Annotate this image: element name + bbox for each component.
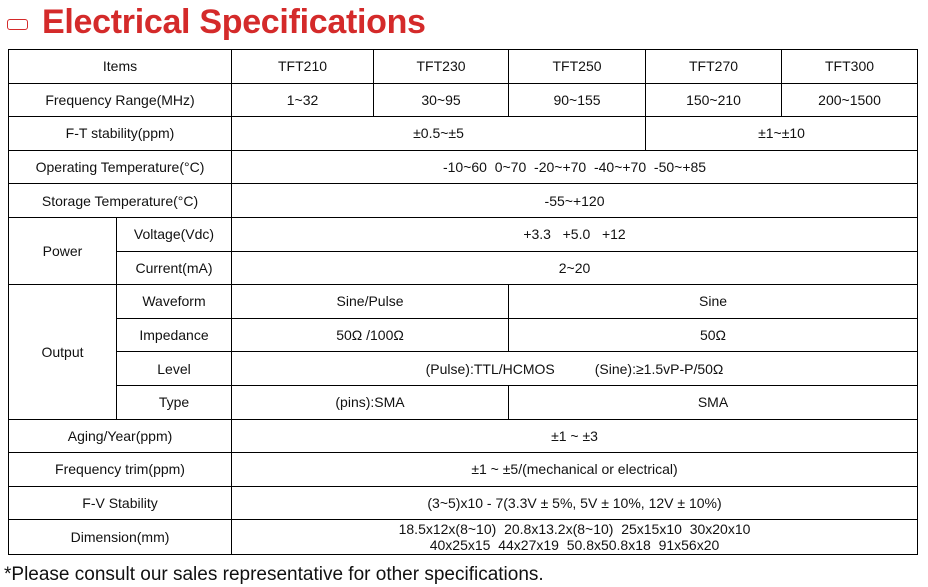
items-header: Items <box>9 50 232 84</box>
row-label: F-T stability(ppm) <box>9 117 232 151</box>
cell-value: -55~+120 <box>232 184 918 218</box>
dimension-line: 18.5x12x(8~10) 20.8x13.2x(8~10) 25x15x10 30x20x10 <box>398 521 751 538</box>
row-label: Frequency Range(MHz) <box>9 83 232 117</box>
row-label: Operating Temperature(°C) <box>9 150 232 184</box>
cell-value: Sine <box>509 285 918 319</box>
table-row-ft-stability <box>9 117 918 151</box>
cell-value: Sine/Pulse <box>232 285 509 319</box>
table-row-storage-temperature <box>9 184 918 218</box>
row-label: Waveform <box>117 285 232 319</box>
table-row-power-current <box>9 251 918 285</box>
table-row-aging <box>9 419 918 453</box>
cell-value: -10~60 0~70 -20~+70 -40~+70 -50~+85 <box>232 150 918 184</box>
level-pulse: (Pulse):TTL/HCMOS <box>425 360 555 377</box>
row-label: Aging/Year(ppm) <box>9 419 232 453</box>
cell-value: ±1~±10 <box>646 117 918 151</box>
model-header: TFT250 <box>509 50 646 84</box>
table-row-fv-stability <box>9 486 918 520</box>
group-label-output: Output <box>9 285 117 419</box>
model-header: TFT210 <box>232 50 374 84</box>
cell-value: 200~1500 <box>782 83 918 117</box>
table-row-dimension <box>9 520 918 555</box>
cell-value: ±1 ~ ±3 <box>232 419 918 453</box>
cell-value: 150~210 <box>646 83 782 117</box>
cell-value: ±0.5~±5 <box>232 117 646 151</box>
footnote: *Please consult our sales representative for other specifications. <box>4 564 544 585</box>
cell-value: 2~20 <box>232 251 918 285</box>
table-row-operating-temperature <box>9 150 918 184</box>
model-header: TFT230 <box>374 50 509 84</box>
row-label: Storage Temperature(°C) <box>9 184 232 218</box>
group-label-power: Power <box>9 217 117 284</box>
table-row-output-waveform <box>9 285 918 319</box>
page-title: Electrical Specifications <box>42 3 426 41</box>
cell-value: 50Ω /100Ω <box>232 318 509 352</box>
cell-value: 50Ω <box>509 318 918 352</box>
row-label: Type <box>117 385 232 419</box>
row-label: Current(mA) <box>117 251 232 285</box>
cell-value: (pins):SMA <box>232 385 509 419</box>
cell-value: +3.3 +5.0 +12 <box>232 217 918 251</box>
table-row-output-impedance <box>9 318 918 352</box>
table-row-power-voltage <box>9 217 918 251</box>
dimension-cell <box>232 520 918 555</box>
section-header <box>7 2 426 42</box>
cell-value: 1~32 <box>232 83 374 117</box>
table-row-frequency-range <box>9 83 918 117</box>
row-label: Frequency trim(ppm) <box>9 453 232 487</box>
model-header: TFT270 <box>646 50 782 84</box>
cell-value: SMA <box>509 385 918 419</box>
dimension-line: 40x25x15 44x27x19 50.8x50.8x18 91x56x20 <box>429 537 720 554</box>
row-label: Level <box>117 352 232 386</box>
table-row-output-level <box>9 352 918 386</box>
title-bullet-icon <box>7 19 28 30</box>
row-label: Impedance <box>117 318 232 352</box>
cell-value: (3~5)x10 - 7(3.3V ± 5%, 5V ± 10%, 12V ± 10%) <box>232 486 918 520</box>
row-label: F-V Stability <box>9 486 232 520</box>
model-header: TFT300 <box>782 50 918 84</box>
table-row-header <box>9 50 918 84</box>
spec-table <box>8 49 918 555</box>
cell-value: 30~95 <box>374 83 509 117</box>
level-cell <box>232 352 918 386</box>
level-sine: (Sine):≥1.5vP-P/50Ω <box>594 360 724 377</box>
cell-value: 90~155 <box>509 83 646 117</box>
row-label: Voltage(Vdc) <box>117 217 232 251</box>
table-row-frequency-trim <box>9 453 918 487</box>
row-label: Dimension(mm) <box>9 520 232 555</box>
cell-value: ±1 ~ ±5/(mechanical or electrical) <box>232 453 918 487</box>
table-row-output-type <box>9 385 918 419</box>
